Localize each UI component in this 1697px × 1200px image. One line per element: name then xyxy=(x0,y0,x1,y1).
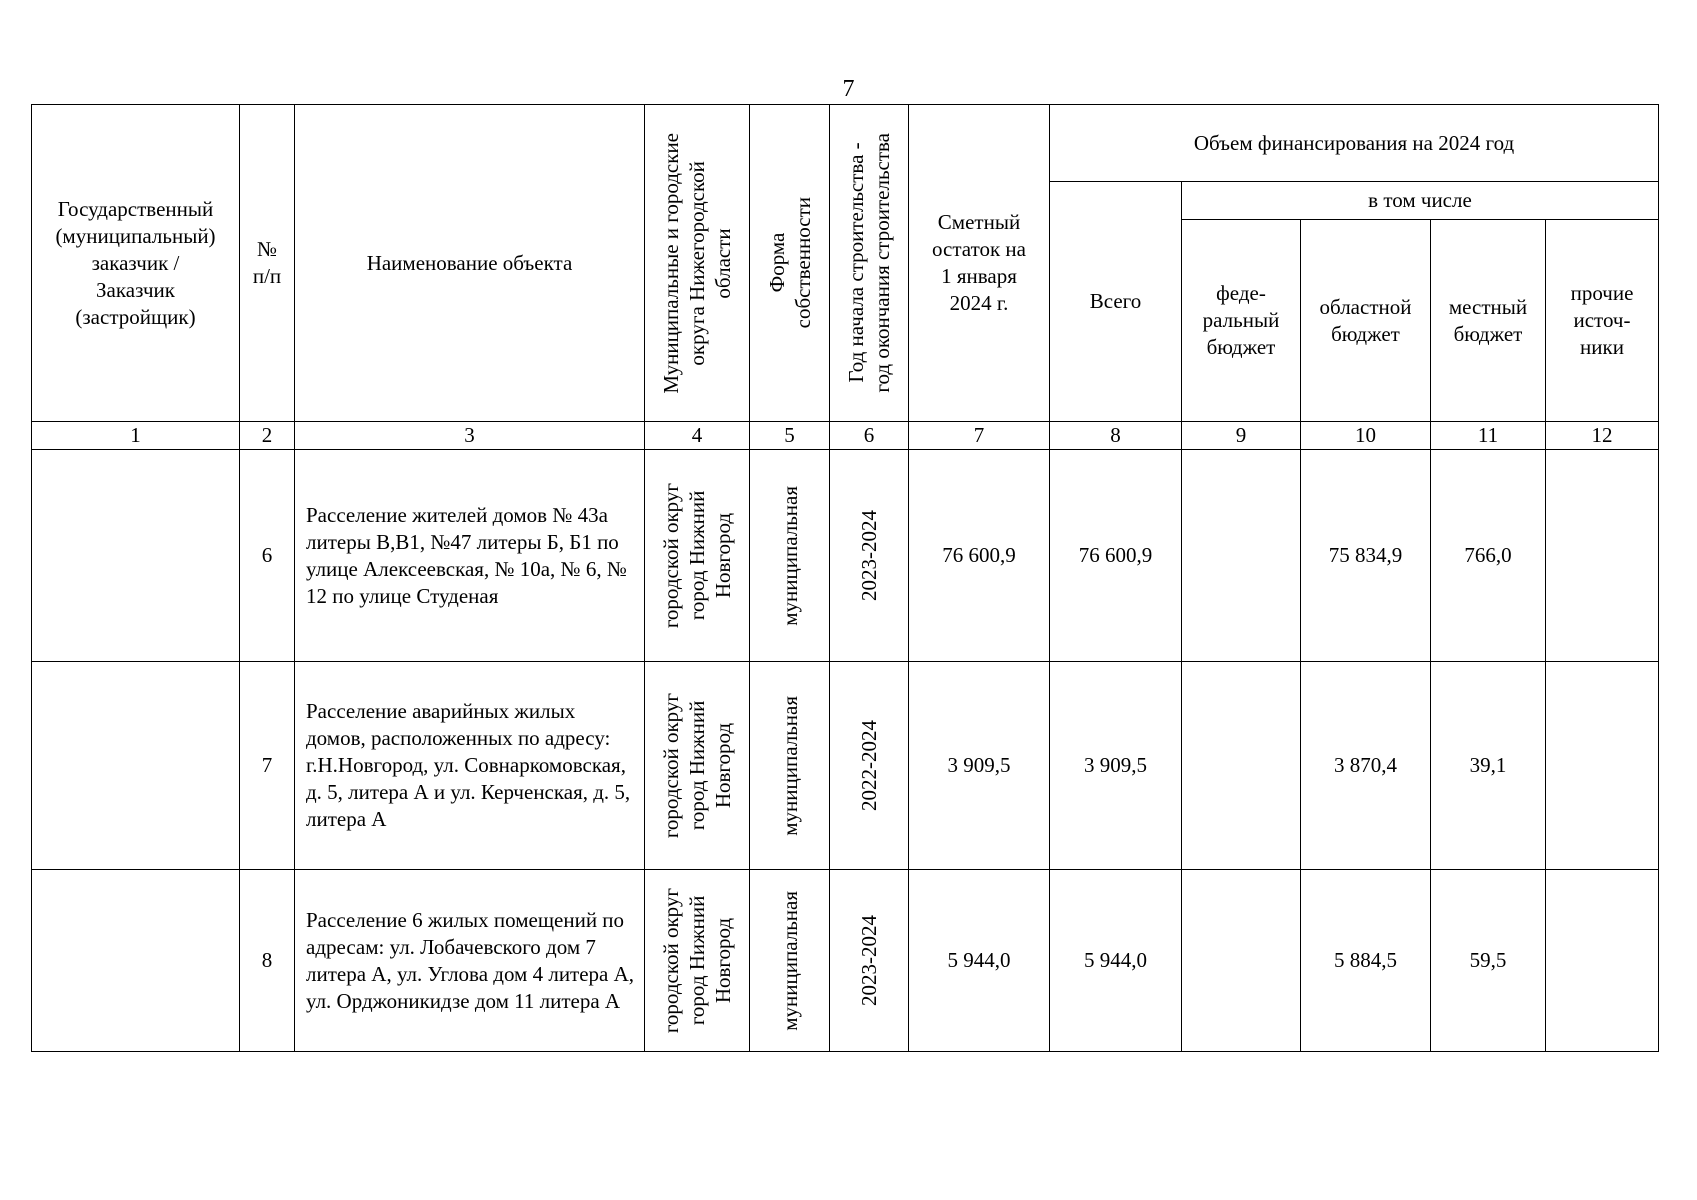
row-num: 8 xyxy=(240,870,295,1052)
column-number-row xyxy=(32,422,1659,450)
row-municipality-cell xyxy=(645,662,750,870)
header-num: № п/п xyxy=(240,105,295,422)
column-number: 11 xyxy=(1431,422,1546,450)
row-ownership-cell xyxy=(750,450,830,662)
row-num: 7 xyxy=(240,662,295,870)
row-object-name: Расселение жителей домов № 43а литеры В,В1, №47 литеры Б, Б1 по улице Алексеевская, № 10а, № 6, № 12 по улице Студеная xyxy=(295,450,645,662)
row-local: 766,0 xyxy=(1431,450,1546,662)
column-number: 3 xyxy=(295,422,645,450)
row-federal xyxy=(1182,870,1301,1052)
row-municipality: городской округ город Нижний Новгород xyxy=(659,482,735,629)
header-municipality: Муниципальные и городские округа Нижегородской области xyxy=(659,132,735,394)
table-row xyxy=(32,662,1659,870)
header-ownership: Форма собственности xyxy=(764,197,815,329)
row-customer xyxy=(32,870,240,1052)
row-years-cell xyxy=(830,662,909,870)
row-ownership: муниципальная xyxy=(777,485,802,626)
row-total: 5 944,0 xyxy=(1050,870,1182,1052)
row-ownership-cell xyxy=(750,870,830,1052)
row-other xyxy=(1546,450,1659,662)
row-estimate: 76 600,9 xyxy=(909,450,1050,662)
column-number: 7 xyxy=(909,422,1050,450)
page-number: 7 xyxy=(842,76,855,102)
column-number: 5 xyxy=(750,422,830,450)
row-years: 2023-2024 xyxy=(857,510,881,601)
header-years: Год начала строительства - год окончания строительства xyxy=(844,133,894,393)
header-object-name: Наименование объекта xyxy=(295,105,645,422)
row-years-cell xyxy=(830,450,909,662)
column-number: 2 xyxy=(240,422,295,450)
row-estimate: 3 909,5 xyxy=(909,662,1050,870)
header-customer: Государственный (муниципальный) заказчик / Заказчик (застройщик) xyxy=(32,105,240,422)
row-municipality: городской округ город Нижний Новгород xyxy=(659,887,735,1034)
row-regional: 3 870,4 xyxy=(1301,662,1431,870)
row-municipality: городской округ город Нижний Новгород xyxy=(659,692,735,839)
row-object-name: Расселение аварийных жилых домов, расположенных по адресу: г.Н.Новгород, ул. Совнаркомовская, д. 5, литера А и ул. Керченская, д. 5, литера А xyxy=(295,662,645,870)
column-number: 10 xyxy=(1301,422,1431,450)
row-years-cell xyxy=(830,870,909,1052)
table-row xyxy=(32,450,1659,662)
row-ownership: муниципальная xyxy=(777,890,802,1031)
row-estimate: 5 944,0 xyxy=(909,870,1050,1052)
row-other xyxy=(1546,662,1659,870)
header-total: Всего xyxy=(1050,182,1182,422)
row-local: 59,5 xyxy=(1431,870,1546,1052)
column-number: 4 xyxy=(645,422,750,450)
header-other: прочие источ- ники xyxy=(1546,220,1659,422)
header-federal: феде- ральный бюджет xyxy=(1182,220,1301,422)
row-years: 2022-2024 xyxy=(857,720,881,811)
header-regional: областной бюджет xyxy=(1301,220,1431,422)
row-customer xyxy=(32,662,240,870)
column-number: 8 xyxy=(1050,422,1182,450)
row-total: 3 909,5 xyxy=(1050,662,1182,870)
row-years: 2023-2024 xyxy=(857,915,881,1006)
row-regional: 75 834,9 xyxy=(1301,450,1431,662)
header-estimate: Сметный остаток на 1 января 2024 г. xyxy=(909,105,1050,422)
row-total: 76 600,9 xyxy=(1050,450,1182,662)
row-municipality-cell xyxy=(645,450,750,662)
column-number: 9 xyxy=(1182,422,1301,450)
row-local: 39,1 xyxy=(1431,662,1546,870)
row-other xyxy=(1546,870,1659,1052)
table-row xyxy=(32,870,1659,1052)
row-customer xyxy=(32,450,240,662)
row-federal xyxy=(1182,450,1301,662)
header-ownership-cell xyxy=(750,105,830,422)
financing-table xyxy=(31,104,1659,1052)
row-num: 6 xyxy=(240,450,295,662)
header-funding-group: Объем финансирования на 2024 год xyxy=(1050,105,1659,182)
column-number: 1 xyxy=(32,422,240,450)
row-ownership: муниципальная xyxy=(777,695,802,836)
column-number: 6 xyxy=(830,422,909,450)
header-local: местный бюджет xyxy=(1431,220,1546,422)
header-municipality-cell xyxy=(645,105,750,422)
row-federal xyxy=(1182,662,1301,870)
row-regional: 5 884,5 xyxy=(1301,870,1431,1052)
row-object-name: Расселение 6 жилых помещений по адресам: ул. Лобачевского дом 7 литера А, ул. Углова дом 4 литера А, ул. Орджоникидзе дом 11 литера А xyxy=(295,870,645,1052)
row-municipality-cell xyxy=(645,870,750,1052)
header-including: в том числе xyxy=(1182,182,1659,220)
row-ownership-cell xyxy=(750,662,830,870)
column-number: 12 xyxy=(1546,422,1659,450)
header-years-cell xyxy=(830,105,909,422)
